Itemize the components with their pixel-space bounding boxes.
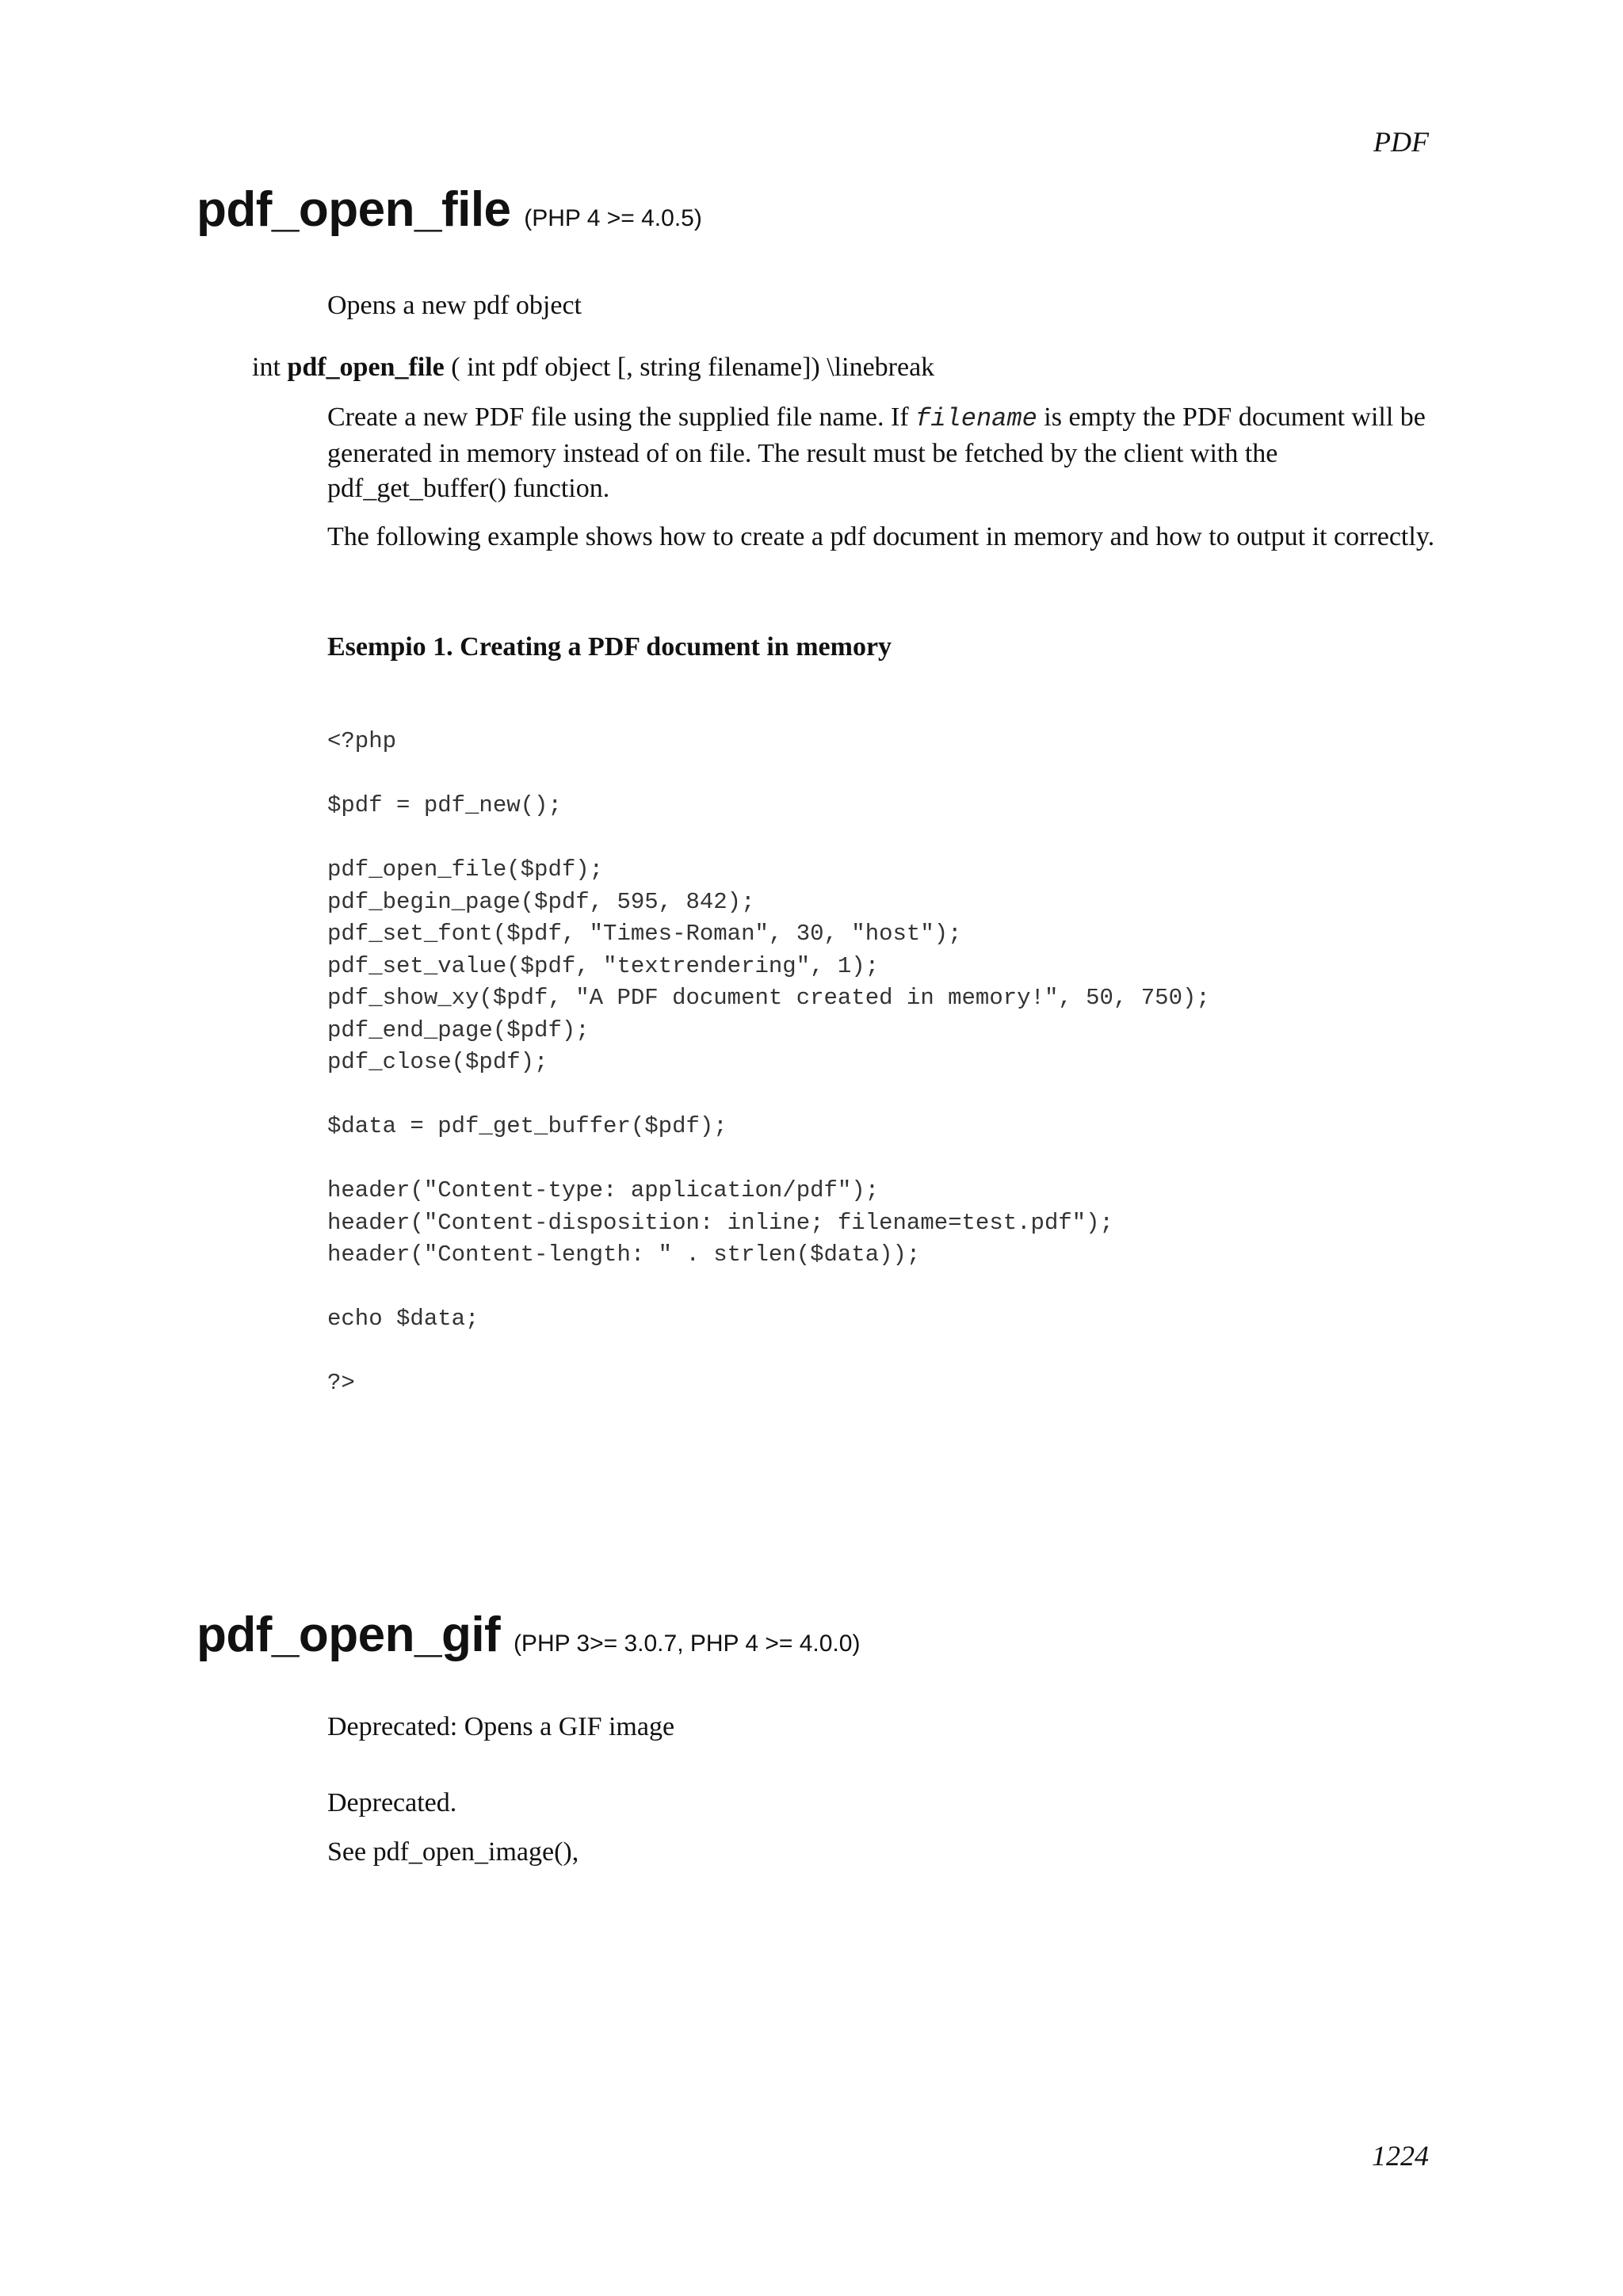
see-also: See pdf_open_image(), bbox=[327, 1837, 579, 1867]
function-title-pdf-open-file bbox=[197, 182, 702, 237]
example-intro: The following example shows how to create a pdf document in memory and how to output it correctly. bbox=[327, 522, 1435, 551]
deprecated-note: Deprecated. bbox=[327, 1788, 457, 1817]
code-line: $data = pdf_get_buffer($pdf); bbox=[327, 1113, 727, 1139]
code-line bbox=[327, 1336, 1210, 1368]
example-title: Esempio 1. Creating a PDF document in memory bbox=[327, 632, 892, 662]
code-line: header("Content-type: application/pdf"); bbox=[327, 1177, 880, 1203]
function-purpose: Deprecated: Opens a GIF image bbox=[327, 1712, 675, 1741]
code-line: $pdf = pdf_new(); bbox=[327, 792, 562, 818]
return-type: int bbox=[252, 353, 281, 382]
code-example bbox=[327, 726, 1210, 1400]
code-line: pdf_set_font($pdf, "Times-Roman", 30, "host"); bbox=[327, 921, 962, 947]
code-line: header("Content-length: " . strlen($data)); bbox=[327, 1241, 921, 1268]
code-line: ?> bbox=[327, 1370, 355, 1396]
page-number: 1224 bbox=[1372, 2140, 1429, 2172]
description-after: is empty the PDF document will be generated in memory instead of on file. The result must be fetched by the client with the pdf_get_buffer() function. bbox=[327, 402, 1426, 503]
version-info: (PHP 4 >= 4.0.5) bbox=[524, 205, 702, 231]
synopsis-args: ( int pdf object [, string filename]) \linebreak bbox=[451, 353, 935, 382]
parameter-filename: filename bbox=[915, 404, 1037, 433]
function-name: pdf_open_gif bbox=[197, 1608, 501, 1662]
description-paragraph bbox=[327, 400, 1437, 506]
code-line bbox=[327, 1272, 1210, 1304]
code-line: <?php bbox=[327, 728, 397, 754]
description-before: Create a new PDF file using the supplied file name. If bbox=[327, 402, 916, 432]
code-line: pdf_show_xy($pdf, "A PDF document created in memory!", 50, 750); bbox=[327, 985, 1210, 1011]
code-line bbox=[327, 1079, 1210, 1112]
code-line bbox=[327, 1143, 1210, 1176]
code-line: echo $data; bbox=[327, 1306, 479, 1332]
code-line: pdf_end_page($pdf); bbox=[327, 1016, 590, 1043]
code-line bbox=[327, 758, 1210, 791]
version-info: (PHP 3>= 3.0.7, PHP 4 >= 4.0.0) bbox=[513, 1630, 861, 1657]
code-line: pdf_open_file($pdf); bbox=[327, 856, 604, 883]
function-title-pdf-open-gif bbox=[197, 1608, 861, 1662]
code-line: pdf_set_value($pdf, "textrendering", 1); bbox=[327, 952, 880, 979]
code-line: header("Content-disposition: inline; filename=test.pdf"); bbox=[327, 1209, 1113, 1236]
code-line: pdf_close($pdf); bbox=[327, 1049, 548, 1075]
running-header: PDF bbox=[1373, 126, 1429, 158]
function-name: pdf_open_file bbox=[197, 182, 511, 237]
function-purpose: Opens a new pdf object bbox=[327, 291, 582, 320]
function-synopsis bbox=[252, 350, 934, 385]
synopsis-function-name: pdf_open_file bbox=[287, 353, 445, 382]
code-line bbox=[327, 822, 1210, 855]
code-line: pdf_begin_page($pdf, 595, 842); bbox=[327, 888, 755, 915]
